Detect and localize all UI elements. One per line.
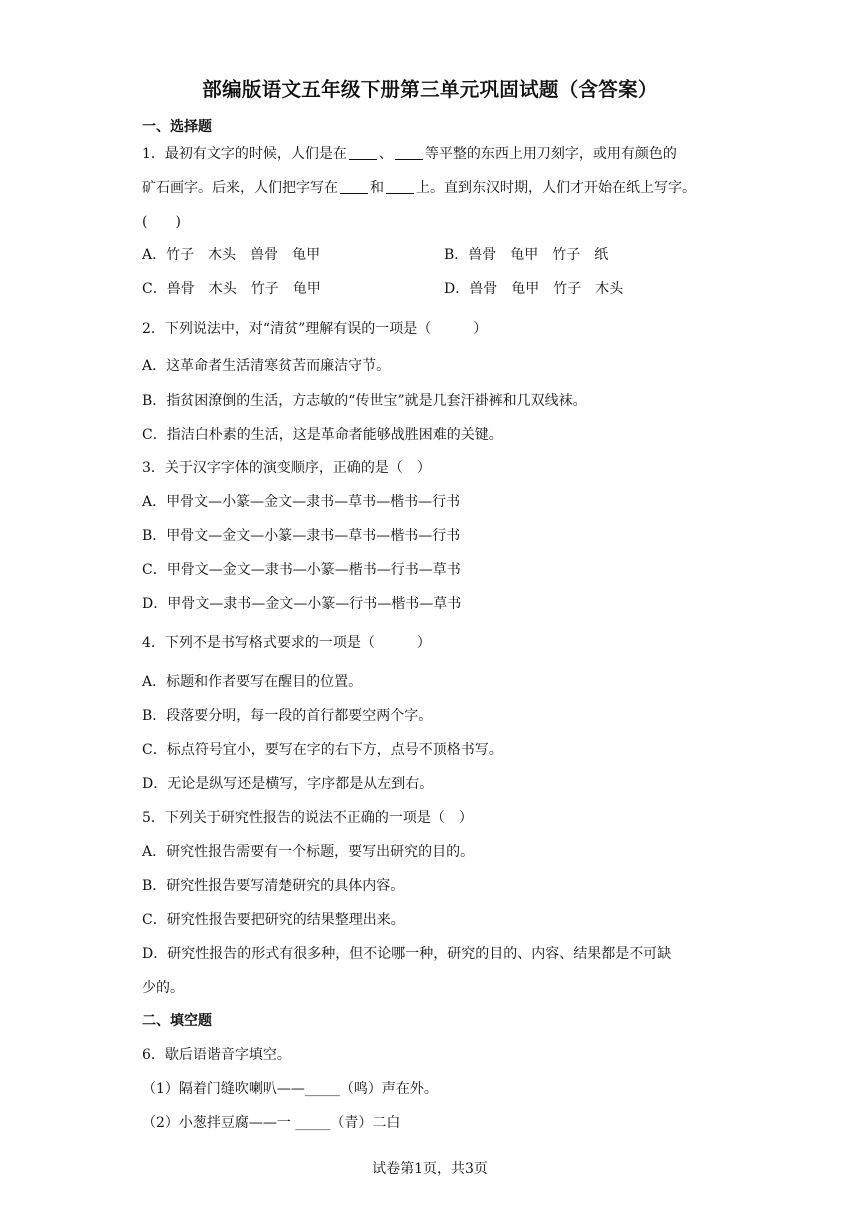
question-1-answer-paren: ( ) <box>142 214 181 230</box>
answer-blank <box>386 179 414 194</box>
question-1-text-b: 等平整的东西上用刀刻字，或用有颜色的 <box>424 146 677 162</box>
question-1-text-a: 1．最初有文字的时候，人们是在 <box>142 146 347 162</box>
option-c: C．兽骨 木头 竹子 龟甲 <box>142 281 321 297</box>
option-d: D．甲骨文—隶书—金文—小篆—行书—楷书—草书 <box>142 596 462 612</box>
question-4-stem: 4．下列不是书写格式要求的一项是（ ） <box>142 635 431 651</box>
question-1-separator: 、 <box>378 146 393 162</box>
option-b: B．段落要分明，每一段的首行都要空两个字。 <box>142 708 433 724</box>
question-1-text-mid: 和 <box>370 180 384 196</box>
option-a: A．这革命者生活清寒贫苦而廉洁守节。 <box>142 358 391 374</box>
question-1-line-2 <box>142 177 696 197</box>
section-heading-choice: 一、选择题 <box>142 119 212 135</box>
option-b: B．兽骨 龟甲 竹子 纸 <box>444 247 609 263</box>
option-d: D．无论是纵写还是横写，字序都是从左到右。 <box>142 776 434 792</box>
question-1-line-1 <box>142 143 677 163</box>
section-heading-fill-in: 二、填空题 <box>142 1013 212 1029</box>
option-d: D．研究性报告的形式有很多种，但不论哪一种，研究的目的、内容、结果都是不可缺 <box>142 946 672 962</box>
option-a: A．竹子 木头 兽骨 龟甲 <box>142 247 321 263</box>
page-footer: 试卷第1页，共3页 <box>372 1161 488 1177</box>
option-a: A．甲骨文—小篆—金文—隶书—草书—楷书—行书 <box>142 494 461 510</box>
question-1-text-c: 矿石画字。后来，人们把字写在 <box>142 180 338 196</box>
option-c: C．研究性报告要把研究的结果整理出来。 <box>142 912 405 928</box>
option-a: A．标题和作者要写在醒目的位置。 <box>142 674 363 690</box>
question-6-item-2: （2）小葱拌豆腐——一 _____（青）二白 <box>142 1115 401 1131</box>
answer-blank <box>395 145 423 160</box>
option-d-continuation: 少的。 <box>142 980 184 996</box>
page-title: 部编版语文五年级下册第三单元巩固试题（含答案） <box>202 78 658 101</box>
question-6-stem: 6．歇后语谐音字填空。 <box>142 1047 291 1063</box>
question-2-stem: 2．下列说法中，对“清贫”理解有误的一项是（ ） <box>142 321 488 337</box>
question-6-item-1: （1）隔着门缝吹喇叭——_____（鸣）声在外。 <box>142 1081 438 1097</box>
question-1-text-d: 上。直到东汉时期，人们才开始在纸上写字。 <box>416 180 696 196</box>
question-3-stem: 3．关于汉字字体的演变顺序，正确的是（ ） <box>142 460 431 476</box>
option-a: A．研究性报告需要有一个标题，要写出研究的目的。 <box>142 844 475 860</box>
option-c: C．标点符号宜小，要写在字的右下方，点号不顶格书写。 <box>142 742 503 758</box>
question-5-stem: 5．下列关于研究性报告的说法不正确的一项是（ ） <box>142 810 473 826</box>
option-b: B．指贫困潦倒的生活，方志敏的“传世宝”就是几套汗褂裤和几双线袜。 <box>142 393 587 409</box>
option-d: D．兽骨 龟甲 竹子 木头 <box>444 281 624 297</box>
option-c: C．甲骨文—金文—隶书—小篆—楷书—行书—草书 <box>142 562 461 578</box>
option-b: B．甲骨文—金文—小篆—隶书—草书—楷书—行书 <box>142 528 461 544</box>
answer-blank <box>349 145 377 160</box>
answer-blank <box>340 179 368 194</box>
option-c: C．指洁白朴素的生活，这是革命者能够战胜困难的关键。 <box>142 427 503 443</box>
option-b: B．研究性报告要写清楚研究的具体内容。 <box>142 878 405 894</box>
